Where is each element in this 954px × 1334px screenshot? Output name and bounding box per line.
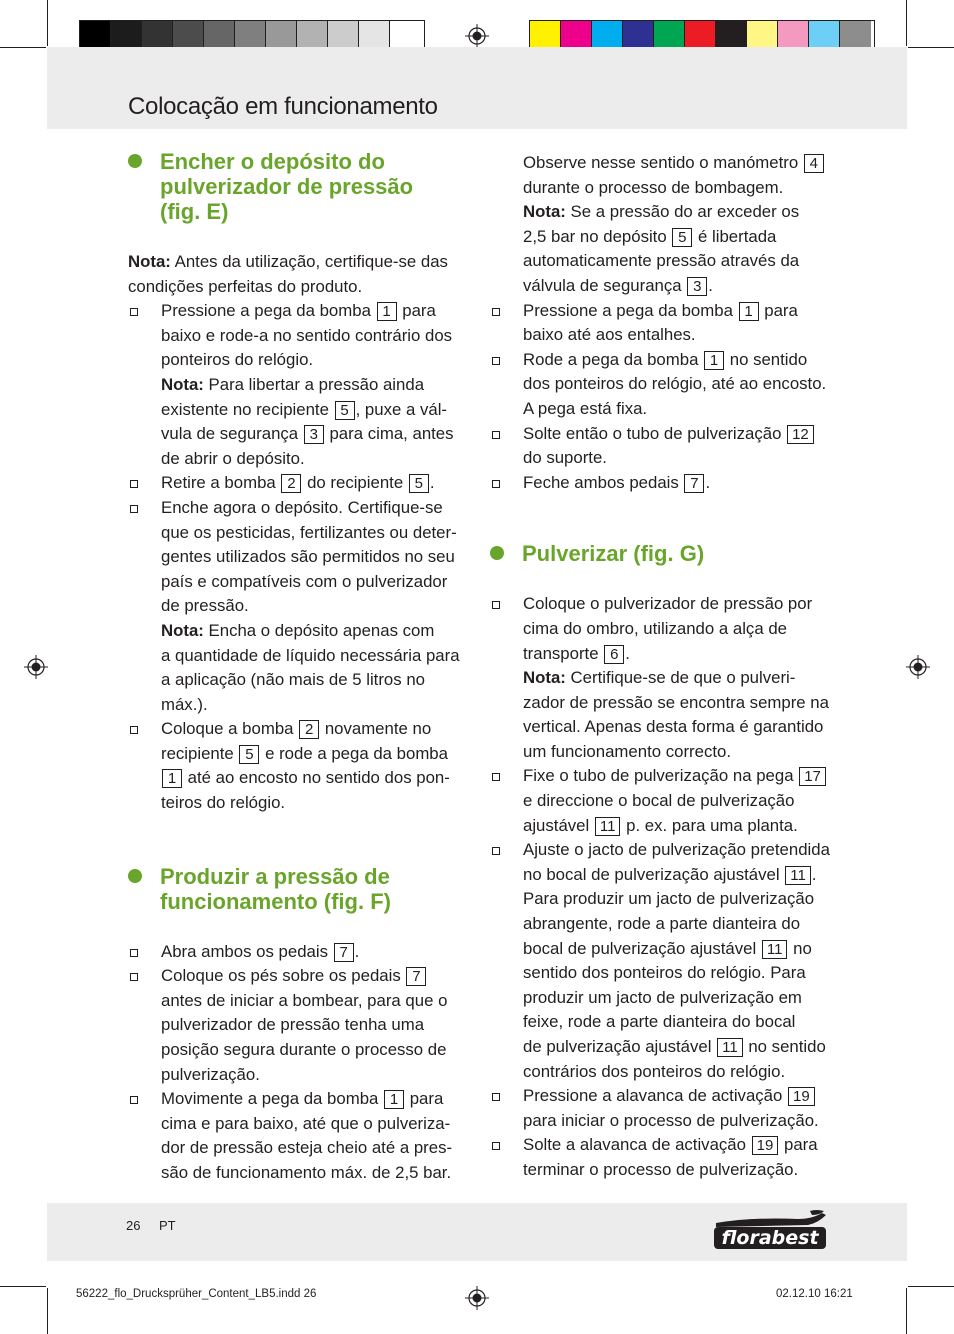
checkbox-square-icon	[492, 1142, 500, 1150]
right-column	[490, 151, 835, 1183]
text: para iniciar o processo de pulverização.	[523, 1110, 819, 1130]
text: de pulverização ajustável	[523, 1037, 717, 1056]
text: feixe, rode a parte dianteira do bocal	[523, 1012, 796, 1032]
registration-mark-icon	[906, 655, 930, 679]
note-label: Nota:	[523, 668, 566, 688]
part-number: 7	[334, 943, 354, 962]
text: cima do ombro, utilizando a alça de	[523, 618, 787, 638]
color-swatch	[747, 21, 778, 50]
bullet-dot-icon	[128, 869, 142, 883]
color-swatch	[530, 21, 561, 50]
checkbox-square-icon	[492, 847, 500, 855]
registration-mark-icon	[24, 655, 48, 679]
color-swatch	[778, 21, 809, 50]
part-number: 5	[239, 745, 259, 764]
text: .	[705, 472, 711, 492]
section-heading-spray	[490, 541, 835, 566]
crop-mark	[0, 1286, 46, 1287]
checkbox-square-icon	[492, 431, 500, 439]
text: Coloque os pés sobre os pedais	[161, 966, 406, 986]
list-item	[128, 964, 468, 1087]
heading-line: funcionamento (fig. F)	[160, 888, 391, 914]
bullet-dot-icon	[490, 546, 504, 560]
brand-name: florabest	[721, 1227, 819, 1249]
gray-swatch	[173, 21, 204, 50]
text: no	[788, 938, 812, 958]
color-swatch	[654, 21, 685, 50]
part-number: 17	[799, 767, 826, 786]
text: pulverizador de pressão tenha uma	[161, 1015, 425, 1035]
text: gentes utilizados são permitidos no seu	[161, 547, 455, 567]
checkbox-square-icon	[492, 1093, 500, 1101]
note-label: Nota:	[161, 620, 204, 640]
text: antes de iniciar a bombear, para que o	[161, 990, 448, 1010]
text: Fixe o tubo de pulverização na pega	[523, 766, 799, 786]
text: Coloque a bomba	[161, 719, 299, 739]
note-label: Nota:	[523, 202, 566, 222]
checkbox-square-icon	[130, 726, 138, 734]
gray-swatch	[328, 21, 359, 50]
text: Solte a alavanca de activação	[523, 1135, 751, 1155]
text: Abra ambos os pedais	[161, 941, 333, 961]
text: para	[397, 301, 436, 321]
color-swatch	[840, 21, 871, 50]
part-number: 5	[335, 401, 355, 420]
text: Feche ambos pedais	[523, 472, 684, 492]
gray-swatch	[111, 21, 142, 50]
part-number: 1	[704, 351, 724, 370]
list-item	[490, 764, 835, 838]
part-number: 7	[684, 474, 704, 493]
part-number: 19	[752, 1136, 779, 1155]
text: de pressão.	[161, 596, 249, 616]
checkbox-square-icon	[130, 949, 138, 957]
part-number: 2	[299, 720, 319, 739]
part-number: 1	[377, 302, 397, 321]
text: sentido dos ponteiros do relógio. Para	[523, 963, 806, 983]
checkbox-square-icon	[492, 480, 500, 488]
list-item	[490, 592, 835, 764]
text: Ajuste o jacto de pulverização pretendida	[523, 840, 830, 860]
text: dos ponteiros do relógio, até ao encosto.	[523, 374, 827, 394]
checkbox-square-icon	[492, 357, 500, 365]
text: um funcionamento correcto.	[523, 741, 732, 761]
text: do suporte.	[523, 448, 607, 468]
text: país e compatíveis com o pulverizador	[161, 571, 448, 591]
list-item	[490, 1133, 835, 1182]
text: máx.).	[161, 694, 208, 714]
list-item	[128, 496, 468, 717]
text: .	[429, 473, 435, 493]
checkbox-square-icon	[492, 601, 500, 609]
text: dor de pressão esteja cheio até a pres-	[161, 1138, 453, 1158]
text: Pressione a pega da bomba	[161, 301, 376, 321]
slug-date: 02.12.10 16:21	[776, 1288, 853, 1300]
text: válvula de segurança	[523, 275, 687, 295]
text: teiros do relógio.	[161, 793, 286, 813]
part-number: 1	[739, 302, 759, 321]
gray-swatch	[390, 21, 421, 50]
part-number: 7	[406, 967, 426, 986]
text: a aplicação (não mais de 5 litros no	[161, 670, 425, 690]
crop-mark	[908, 1286, 954, 1287]
text: p. ex. para uma planta.	[621, 815, 798, 835]
text: de abrir o depósito.	[161, 448, 305, 468]
text: ajustável	[523, 815, 594, 835]
text: até ao encosto no sentido dos pon-	[183, 768, 450, 788]
note-text: condições perfeitas do produto.	[128, 276, 363, 296]
gray-swatch	[142, 21, 173, 50]
text: e direccione o bocal de pulverização	[523, 791, 795, 811]
page-title: Colocação em funcionamento	[128, 93, 438, 120]
part-number: 11	[717, 1038, 743, 1057]
list-item	[490, 422, 835, 471]
text: pulverização.	[161, 1064, 260, 1084]
text: para	[779, 1135, 818, 1155]
text: .	[708, 275, 713, 295]
crop-mark	[0, 47, 46, 48]
text: recipiente	[161, 743, 239, 763]
text: vertical. Apenas desta forma é garantido	[523, 717, 824, 737]
text: Certifique-se de que o pulveri-	[565, 668, 796, 688]
part-number: 19	[788, 1087, 815, 1106]
text: que os pesticidas, fertilizantes ou deter-	[161, 522, 457, 542]
heading-line: Pulverizar (fig. G)	[522, 541, 705, 567]
part-number: 2	[281, 474, 301, 493]
color-swatch	[592, 21, 623, 50]
text: para cima, antes	[324, 424, 454, 444]
part-number: 11	[595, 817, 621, 836]
text: posição segura durante o processo de	[161, 1040, 447, 1060]
color-swatch	[561, 21, 592, 50]
section-heading-produce-pressure	[128, 864, 468, 914]
text: cima e para baixo, até que o pulveriza-	[161, 1113, 451, 1133]
text: abrangente, rode a parte dianteira do	[523, 914, 801, 934]
text: zador de pressão se encontra sempre na	[523, 692, 829, 712]
text: ponteiros do relógio.	[161, 350, 314, 370]
crop-mark	[908, 47, 954, 48]
color-swatch	[623, 21, 654, 50]
checkbox-square-icon	[130, 1096, 138, 1104]
color-swatch	[716, 21, 747, 50]
gray-swatch	[235, 21, 266, 50]
text: e rode a pega da bomba	[260, 743, 448, 763]
text: .	[811, 864, 817, 884]
list-item	[128, 471, 468, 496]
page-number: 26	[126, 1218, 141, 1233]
text: novamente no	[320, 719, 432, 739]
text: para	[405, 1089, 444, 1109]
heading-line: Encher o depósito do	[160, 149, 385, 174]
text: produzir um jacto de pulverização em	[523, 987, 802, 1007]
text: .	[354, 941, 360, 961]
note-label: Nota:	[161, 374, 204, 394]
list-item	[128, 717, 468, 815]
text: .	[625, 643, 630, 663]
checkbox-square-icon	[492, 773, 500, 781]
part-number: 4	[804, 154, 824, 173]
gray-swatch	[204, 21, 235, 50]
text: no sentido	[725, 349, 808, 369]
text: Retire a bomba	[161, 473, 281, 493]
color-swatch	[809, 21, 840, 50]
text: a quantidade de líquido necessária para	[161, 645, 460, 665]
text: Se a pressão do ar exceder os	[565, 202, 800, 222]
list-item	[128, 940, 468, 965]
text: são de funcionamento máx. de 2,5 bar.	[161, 1163, 452, 1182]
text: automaticamente pressão através da	[523, 251, 800, 271]
text: 2,5 bar no depósito	[523, 226, 672, 246]
florabest-logo	[712, 1209, 828, 1253]
text: Para libertar a pressão ainda	[203, 374, 425, 394]
heading-line: pulverizador de pressão	[160, 174, 414, 199]
text: vula de segurança	[161, 424, 303, 444]
part-number: 1	[384, 1090, 404, 1109]
text: Pressione a alavanca de activação	[523, 1086, 788, 1106]
text: baixo e rode-a no sentido contrário dos	[161, 325, 453, 345]
text: Rode a pega da bomba	[523, 349, 704, 369]
section-heading-fill-tank	[128, 149, 468, 224]
note-label: Nota:	[128, 252, 171, 271]
intro-note	[128, 250, 468, 299]
text: bocal de pulverização ajustável	[523, 938, 761, 958]
gray-swatch	[297, 21, 328, 50]
left-column	[128, 149, 468, 1186]
text: no sentido	[743, 1037, 826, 1056]
text: durante o processo de bombagem.	[523, 177, 784, 197]
part-number: 3	[304, 425, 324, 444]
text: é libertada	[693, 226, 777, 246]
text: terminar o processo de pulverização.	[523, 1159, 799, 1179]
list-item	[128, 1087, 468, 1185]
registration-mark-icon	[465, 24, 489, 48]
list-item	[128, 299, 468, 471]
text: Observe nesse sentido o manómetro	[523, 153, 803, 172]
part-number: 11	[785, 866, 811, 885]
text: Movimente a pega da bomba	[161, 1089, 384, 1109]
checkbox-square-icon	[130, 308, 138, 316]
slug-file-info: 56222_flo_Drucksprüher_Content_LB5.indd 26	[76, 1288, 317, 1300]
list-item	[490, 838, 835, 1084]
text: do recipiente	[302, 473, 408, 493]
text: existente no recipiente	[161, 399, 334, 419]
part-number: 3	[687, 277, 707, 296]
checkbox-square-icon	[492, 308, 500, 316]
text: , puxe a vál-	[355, 399, 448, 419]
text: no bocal de pulverização ajustável	[523, 864, 785, 884]
crop-mark	[906, 0, 907, 46]
text: contrários dos ponteiros do relógio.	[523, 1061, 786, 1081]
note-text: Antes da utilização, certifique-se das	[170, 252, 448, 271]
gray-swatch	[359, 21, 390, 50]
text: Enche agora o depósito. Certifique-se	[161, 497, 443, 517]
text: transporte	[523, 643, 604, 663]
crop-mark	[47, 0, 48, 46]
checkbox-square-icon	[130, 973, 138, 981]
text: A pega está fixa.	[523, 398, 648, 418]
list-item	[490, 1084, 835, 1133]
list-item	[490, 471, 835, 496]
part-number: 6	[604, 645, 624, 664]
language-code: PT	[159, 1218, 176, 1233]
part-number: 5	[672, 228, 692, 247]
text: Pressione a pega da bomba	[523, 300, 738, 320]
gray-swatch	[80, 21, 111, 50]
list-item	[490, 299, 835, 348]
part-number: 5	[409, 474, 429, 493]
list-item	[490, 348, 835, 422]
part-number: 1	[162, 769, 182, 788]
text: Para produzir um jacto de pulverização	[523, 889, 815, 909]
text: Coloque o pulverizador de pressão por	[523, 594, 813, 614]
checkbox-square-icon	[130, 505, 138, 513]
part-number: 11	[762, 940, 788, 959]
text: Solte então o tubo de pulverização	[523, 423, 787, 443]
crop-mark	[47, 1288, 48, 1334]
bullet-dot-icon	[128, 154, 142, 168]
heading-line: Produzir a pressão de	[160, 863, 390, 889]
heading-line: (fig. E)	[160, 199, 229, 224]
text: Encha o depósito apenas com	[203, 620, 435, 640]
gray-swatch	[266, 21, 297, 50]
text: para	[759, 300, 798, 320]
part-number: 12	[787, 425, 814, 444]
checkbox-square-icon	[130, 480, 138, 488]
text: baixo até aos entalhes.	[523, 325, 696, 345]
continued-text	[490, 151, 835, 299]
crop-mark	[906, 1288, 907, 1334]
color-swatch	[685, 21, 716, 50]
registration-mark-icon	[465, 1286, 489, 1310]
